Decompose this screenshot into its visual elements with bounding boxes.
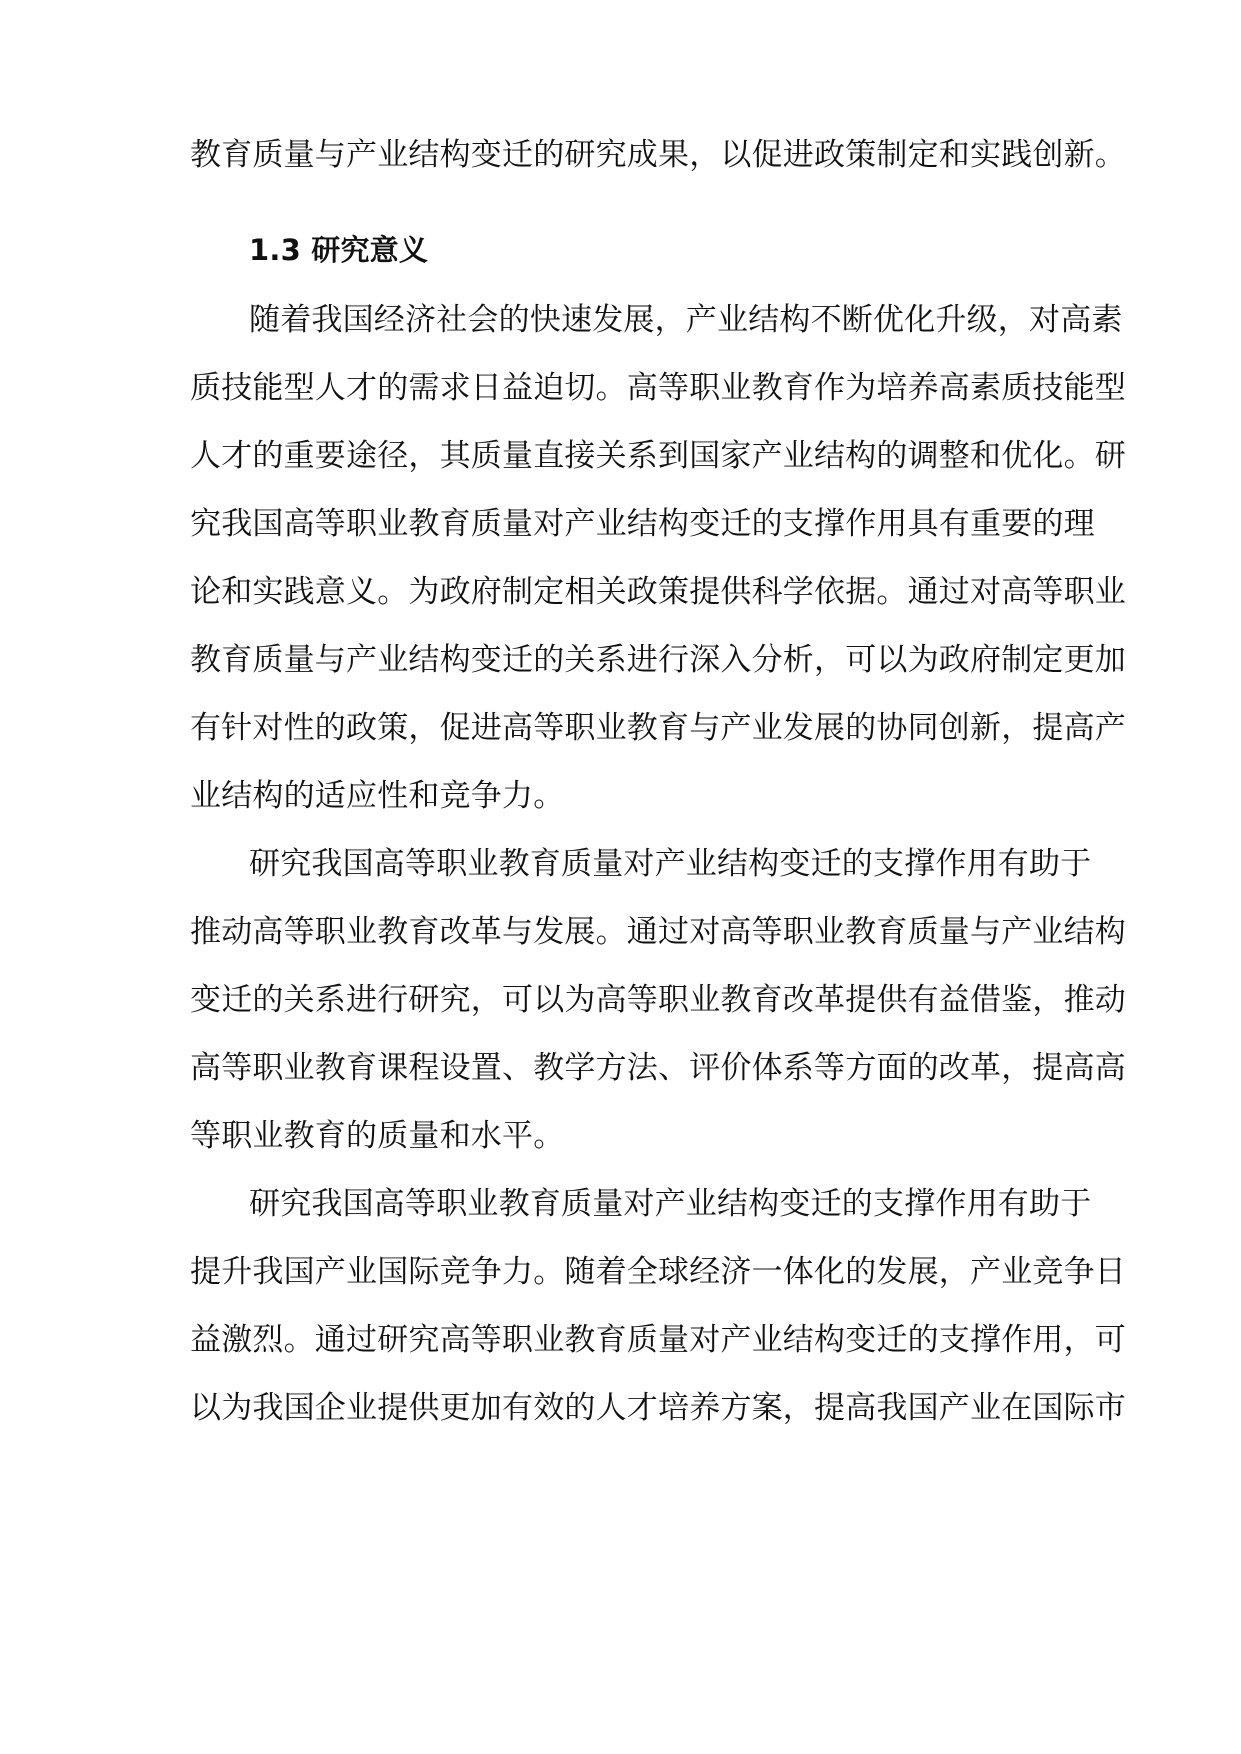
paragraph-line: 随着我国经济社会的快速发展，产业结构不断优化升级，对高素	[249, 302, 1123, 338]
paragraph-line: 推动高等职业教育改革与发展。通过对高等职业教育质量与产业结构	[190, 914, 1126, 950]
paragraph-line: 研究我国高等职业教育质量对产业结构变迁的支撑作用有助于	[249, 846, 1092, 882]
paragraph-line: 业结构的适应性和竞争力。	[190, 778, 565, 814]
paragraph-line: 益激烈。通过研究高等职业教育质量对产业结构变迁的支撑作用，可	[190, 1322, 1126, 1358]
paragraph-line: 教育质量与产业结构变迁的研究成果，以促进政策制定和实践创新。	[190, 137, 1126, 173]
paragraph-line: 质技能型人才的需求日益迫切。高等职业教育作为培养高素质技能型	[190, 370, 1126, 406]
paragraph-line: 教育质量与产业结构变迁的关系进行深入分析，可以为政府制定更加	[190, 642, 1126, 678]
section-heading: 1.3 研究意义	[249, 233, 429, 267]
paragraph-line: 研究我国高等职业教育质量对产业结构变迁的支撑作用有助于	[249, 1186, 1092, 1222]
paragraph-line: 高等职业教育课程设置、教学方法、评价体系等方面的改革，提高高	[190, 1050, 1126, 1086]
paragraph-line: 究我国高等职业教育质量对产业结构变迁的支撑作用具有重要的理	[190, 506, 1095, 542]
paragraph-line: 变迁的关系进行研究，可以为高等职业教育改革提供有益借鉴，推动	[190, 982, 1126, 1018]
paragraph-line: 提升我国产业国际竞争力。随着全球经济一体化的发展，产业竞争日	[190, 1254, 1126, 1290]
paragraph-line: 论和实践意义。为政府制定相关政策提供科学依据。通过对高等职业	[190, 574, 1126, 610]
paragraph-line: 以为我国企业提供更加有效的人才培养方案，提高我国产业在国际市	[190, 1390, 1126, 1426]
paragraph-line: 有针对性的政策，促进高等职业教育与产业发展的协同创新，提高产	[190, 710, 1126, 746]
paragraph-line: 人才的重要途径，其质量直接关系到国家产业结构的调整和优化。研	[190, 438, 1126, 474]
paragraph-line: 等职业教育的质量和水平。	[190, 1118, 565, 1154]
